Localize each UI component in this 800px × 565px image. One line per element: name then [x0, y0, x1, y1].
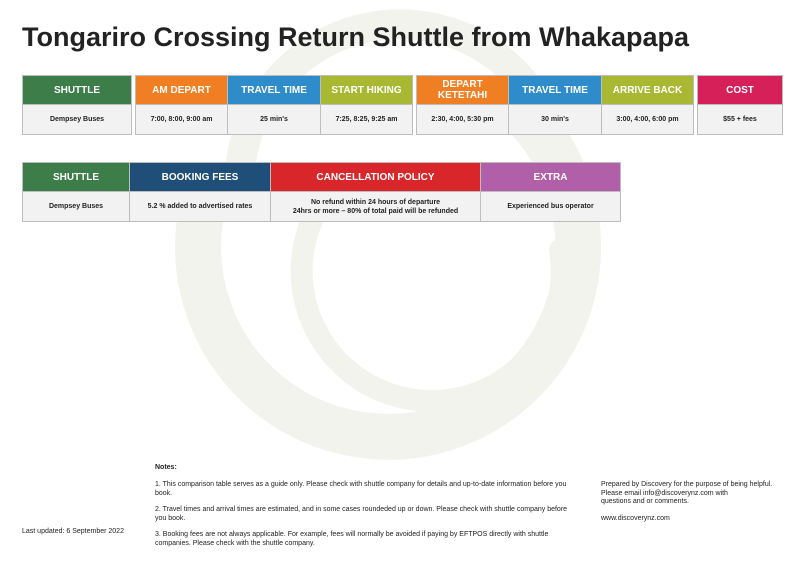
header-travel-time-2: TRAVEL TIME: [509, 76, 601, 104]
cell-arrive-back: 3:00, 4:00, 6:00 pm: [602, 104, 693, 134]
header-shuttle-2: SHUTTLE: [23, 163, 129, 191]
website-link[interactable]: www.discoverynz.com: [601, 514, 670, 522]
header-booking-fees: BOOKING FEES: [130, 163, 270, 191]
shuttle-policy-table: [22, 162, 620, 222]
column-arrive-back: [601, 75, 694, 135]
cell-shuttle: Dempsey Buses: [23, 104, 131, 134]
header-depart-ketetahi: DEPART KETETAHI: [417, 76, 508, 104]
cancellation-line-2: 24hrs or more – 80% of total paid will be refunded: [292, 207, 459, 215]
cancellation-line-1: No refund within 24 hours of departure: [310, 198, 441, 206]
column-shuttle-2: [22, 162, 130, 222]
cell-extra: Experienced bus operator: [481, 191, 620, 221]
header-extra: EXTRA: [481, 163, 620, 191]
page-title: Tongariro Crossing Return Shuttle from Whakapapa: [22, 22, 690, 52]
column-am-depart: [135, 75, 228, 135]
cell-cost: $55 + fees: [698, 104, 782, 134]
notes-section: [155, 463, 575, 555]
shuttle-times-table: [22, 75, 782, 135]
column-travel-time-1: [227, 75, 321, 135]
header-arrive-back: ARRIVE BACK: [602, 76, 693, 104]
note-1: 1. This comparison table serves as a guide only. Please check with shuttle company for details and up-to-date information before you book.: [155, 481, 567, 497]
prepared-by: [601, 481, 781, 523]
prepared-line-3: questions and or comments.: [601, 498, 689, 505]
column-cancellation-policy: [270, 162, 481, 222]
note-2: 2. Travel times and arrival times are estimated, and in some cases roundeded up or down. Please check with shuttle company before you book.: [155, 506, 568, 522]
cell-travel-time-1: 25 min's: [228, 104, 320, 134]
last-updated: Last updated: 6 September 2022: [22, 528, 124, 535]
cell-start-hiking: 7:25, 8:25, 9:25 am: [321, 104, 412, 134]
header-travel-time-1: TRAVEL TIME: [228, 76, 320, 104]
prepared-line-2: Please email info@discoverynz.com with: [601, 489, 728, 497]
cell-booking-fees: 5.2 % added to advertised rates: [130, 191, 270, 221]
header-start-hiking: START HIKING: [321, 76, 412, 104]
column-extra: [480, 162, 621, 222]
header-cost: COST: [698, 76, 782, 104]
notes-title: Notes:: [155, 464, 177, 471]
cell-shuttle-2: Dempsey Buses: [23, 191, 129, 221]
header-am-depart: AM DEPART: [136, 76, 227, 104]
note-3: 3. Booking fees are not always applicable. For example, fees will normally be avoided if paying by EFTPOS directly with shuttle companies. Please check with the shuttle company.: [155, 531, 549, 547]
column-booking-fees: [129, 162, 271, 222]
header-shuttle: SHUTTLE: [23, 76, 131, 104]
column-shuttle: [22, 75, 132, 135]
column-start-hiking: [320, 75, 413, 135]
header-cancellation-policy: CANCELLATION POLICY: [271, 163, 480, 191]
column-depart-ketetahi: [416, 75, 509, 135]
cell-travel-time-2: 30 min's: [509, 104, 601, 134]
column-cost: [697, 75, 783, 135]
cell-am-depart: 7:00, 8:00, 9:00 am: [136, 104, 227, 134]
prepared-line-1: Prepared by Discovery for the purpose of being helpful.: [601, 481, 773, 488]
column-travel-time-2: [508, 75, 602, 135]
cell-depart-ketetahi: 2:30, 4:00, 5:30 pm: [417, 104, 508, 134]
cell-cancellation-policy: [271, 191, 480, 221]
